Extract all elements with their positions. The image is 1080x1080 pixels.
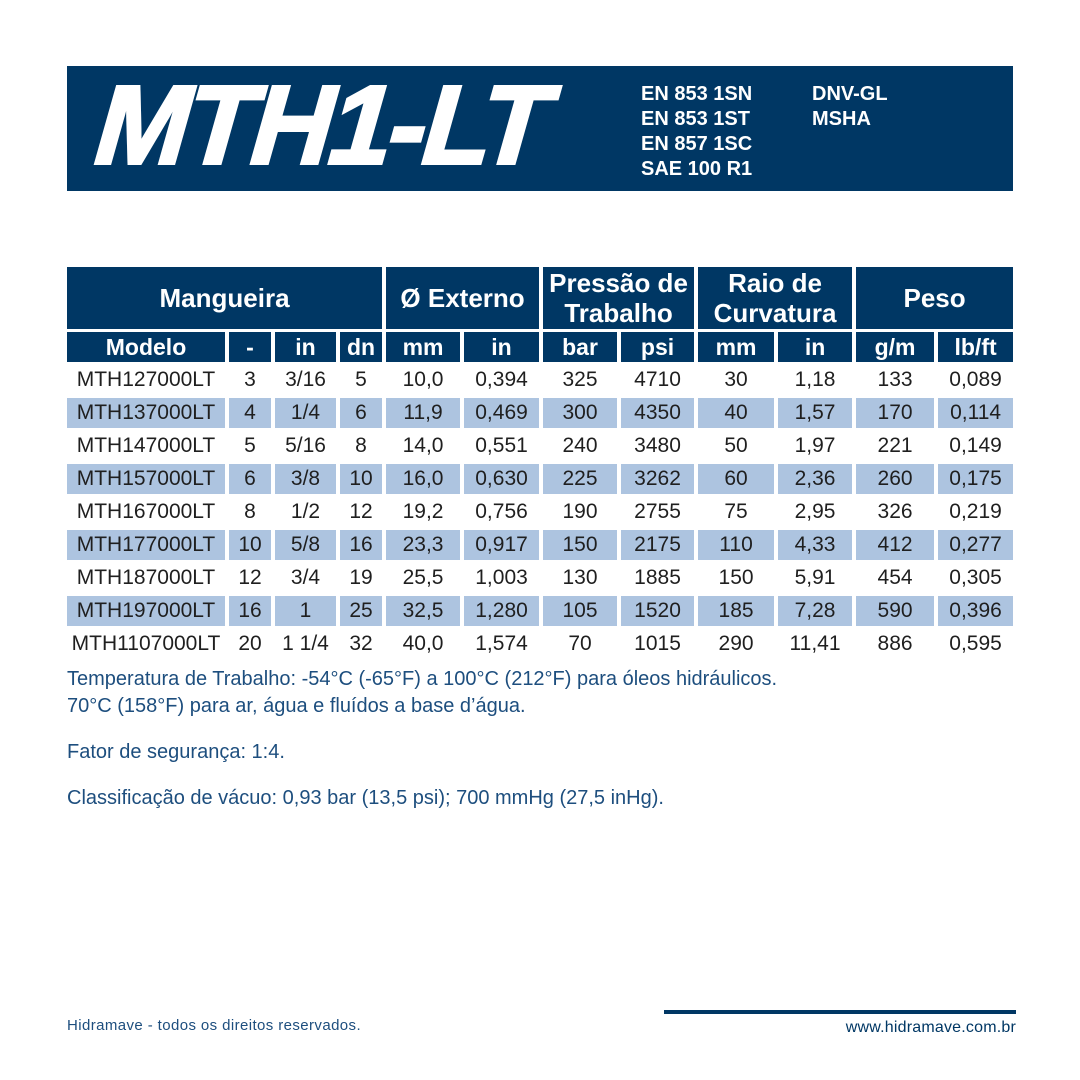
table-cell: 0,551 — [464, 431, 539, 461]
table-row — [67, 563, 1013, 593]
table-cell: 11,41 — [778, 629, 852, 659]
table-cell: 2,95 — [778, 497, 852, 527]
standard-item: EN 857 1SC — [641, 133, 753, 155]
table-cell: 1 — [275, 596, 336, 626]
note-temperature — [67, 666, 987, 720]
table-cell: 60 — [698, 464, 774, 494]
table-cell: 185 — [698, 596, 774, 626]
table-cell: 5/16 — [275, 431, 336, 461]
table-group-header: Peso — [856, 267, 1013, 329]
table-cell: 1,574 — [464, 629, 539, 659]
table-column-header: lb/ft — [938, 332, 1013, 362]
table-cell: 5/8 — [275, 530, 336, 560]
table-cell: 133 — [856, 365, 934, 395]
table-cell: 0,277 — [938, 530, 1013, 560]
table-cell: 0,305 — [938, 563, 1013, 593]
table-row — [67, 530, 1013, 560]
table-cell: 4350 — [621, 398, 694, 428]
table-cell: 4710 — [621, 365, 694, 395]
table-cell: 10,0 — [386, 365, 460, 395]
model-cell: MTH187000LT — [67, 563, 225, 593]
table-cell: 19,2 — [386, 497, 460, 527]
standard-item: MSHA — [812, 108, 871, 130]
table-cell: 4 — [229, 398, 271, 428]
table-row — [67, 629, 1013, 659]
table-cell: 0,149 — [938, 431, 1013, 461]
table-cell: 3 — [229, 365, 271, 395]
table-cell: 0,114 — [938, 398, 1013, 428]
table-row — [67, 398, 1013, 428]
table-cell: 1,003 — [464, 563, 539, 593]
table-cell: 6 — [340, 398, 382, 428]
table-cell: 3/4 — [275, 563, 336, 593]
table-group-header: Ø Externo — [386, 267, 539, 329]
table-cell: 3262 — [621, 464, 694, 494]
table-cell: 1 1/4 — [275, 629, 336, 659]
table-cell: 0,394 — [464, 365, 539, 395]
table-cell: 5 — [229, 431, 271, 461]
table-cell: 1,97 — [778, 431, 852, 461]
table-cell: 1,18 — [778, 365, 852, 395]
standard-item: SAE 100 R1 — [641, 158, 753, 180]
table-cell: 2175 — [621, 530, 694, 560]
table-group-header: Pressão de Trabalho — [543, 267, 694, 329]
table-cell: 20 — [229, 629, 271, 659]
table-cell: 190 — [543, 497, 617, 527]
table-cell: 1,280 — [464, 596, 539, 626]
table-cell: 0,630 — [464, 464, 539, 494]
table-column-header: in — [778, 332, 852, 362]
table-cell: 0,756 — [464, 497, 539, 527]
table-cell: 260 — [856, 464, 934, 494]
table-cell: 4,33 — [778, 530, 852, 560]
table-cell: 300 — [543, 398, 617, 428]
model-cell: MTH167000LT — [67, 497, 225, 527]
table-cell: 105 — [543, 596, 617, 626]
table-cell: 23,3 — [386, 530, 460, 560]
model-cell: MTH177000LT — [67, 530, 225, 560]
table-column-header: mm — [386, 332, 460, 362]
table-cell: 110 — [698, 530, 774, 560]
table-group-header: Raio de Curvatura — [698, 267, 852, 329]
model-cell: MTH197000LT — [67, 596, 225, 626]
note-safety-factor: Fator de segurança: 1:4. — [67, 741, 285, 763]
standards-list-right — [812, 82, 888, 132]
table-column-header: g/m — [856, 332, 934, 362]
spec-table-head — [67, 267, 1013, 362]
note-temperature-line1: Temperatura de Trabalho: -54°C (-65°F) a 100°C (212°F) para óleos hidráulicos. — [67, 668, 778, 690]
table-cell: 1/2 — [275, 497, 336, 527]
model-cell: MTH157000LT — [67, 464, 225, 494]
table-cell: 0,089 — [938, 365, 1013, 395]
table-row — [67, 431, 1013, 461]
table-column-header: mm — [698, 332, 774, 362]
table-cell: 2755 — [621, 497, 694, 527]
column-header-row — [67, 332, 1013, 362]
table-cell: 454 — [856, 563, 934, 593]
notes-section — [67, 666, 987, 812]
table-cell: 3/8 — [275, 464, 336, 494]
table-cell: 25 — [340, 596, 382, 626]
table-cell: 16,0 — [386, 464, 460, 494]
table-cell: 70 — [543, 629, 617, 659]
standard-item: DNV-GL — [812, 83, 888, 105]
table-column-header: dn — [340, 332, 382, 362]
website-url: www.hidramave.com.br — [845, 1019, 1016, 1036]
table-cell: 1885 — [621, 563, 694, 593]
table-cell: 12 — [229, 563, 271, 593]
table-cell: 19 — [340, 563, 382, 593]
table-cell: 3/16 — [275, 365, 336, 395]
table-cell: 170 — [856, 398, 934, 428]
table-cell: 0,469 — [464, 398, 539, 428]
standards-list-left — [641, 82, 752, 182]
table-cell: 5 — [340, 365, 382, 395]
table-cell: 6 — [229, 464, 271, 494]
table-cell: 2,36 — [778, 464, 852, 494]
table-cell: 5,91 — [778, 563, 852, 593]
table-row — [67, 464, 1013, 494]
table-cell: 40,0 — [386, 629, 460, 659]
table-cell: 326 — [856, 497, 934, 527]
table-cell: 14,0 — [386, 431, 460, 461]
note-vacuum-rating: Classificação de vácuo: 0,93 bar (13,5 psi); 700 mmHg (27,5 inHg). — [67, 787, 664, 809]
footer-divider — [664, 1010, 1016, 1014]
table-cell: 3480 — [621, 431, 694, 461]
table-cell: 412 — [856, 530, 934, 560]
table-cell: 0,219 — [938, 497, 1013, 527]
table-cell: 32,5 — [386, 596, 460, 626]
note-temperature-line2: 70°C (158°F) para ar, água e fluídos a base d’água. — [67, 695, 526, 717]
table-row — [67, 365, 1013, 395]
product-header-band — [67, 62, 1013, 191]
table-cell: 1520 — [621, 596, 694, 626]
table-column-header: in — [275, 332, 336, 362]
table-cell: 30 — [698, 365, 774, 395]
product-title: MTH1-LT — [91, 62, 553, 188]
table-cell: 150 — [543, 530, 617, 560]
group-header-row — [67, 267, 1013, 329]
model-cell: MTH1107000LT — [67, 629, 225, 659]
spec-table-body — [67, 365, 1013, 659]
model-cell: MTH137000LT — [67, 398, 225, 428]
table-cell: 1/4 — [275, 398, 336, 428]
table-cell: 1,57 — [778, 398, 852, 428]
table-column-header: psi — [621, 332, 694, 362]
table-cell: 12 — [340, 497, 382, 527]
table-cell: 75 — [698, 497, 774, 527]
table-cell: 290 — [698, 629, 774, 659]
table-row — [67, 596, 1013, 626]
table-cell: 16 — [229, 596, 271, 626]
table-column-header: Modelo — [67, 332, 225, 362]
table-cell: 40 — [698, 398, 774, 428]
model-cell: MTH127000LT — [67, 365, 225, 395]
table-cell: 11,9 — [386, 398, 460, 428]
table-cell: 10 — [229, 530, 271, 560]
table-cell: 221 — [856, 431, 934, 461]
standard-item: EN 853 1ST — [641, 108, 750, 130]
table-cell: 0,175 — [938, 464, 1013, 494]
table-row — [67, 497, 1013, 527]
table-cell: 10 — [340, 464, 382, 494]
table-column-header: bar — [543, 332, 617, 362]
model-cell: MTH147000LT — [67, 431, 225, 461]
table-cell: 590 — [856, 596, 934, 626]
table-column-header: - — [229, 332, 271, 362]
table-cell: 7,28 — [778, 596, 852, 626]
table-column-header: in — [464, 332, 539, 362]
table-cell: 886 — [856, 629, 934, 659]
spec-table — [63, 264, 1017, 662]
table-cell: 8 — [229, 497, 271, 527]
table-cell: 8 — [340, 431, 382, 461]
standard-item: EN 853 1SN — [641, 83, 753, 105]
table-cell: 150 — [698, 563, 774, 593]
table-cell: 16 — [340, 530, 382, 560]
table-cell: 325 — [543, 365, 617, 395]
table-cell: 0,595 — [938, 629, 1013, 659]
table-cell: 1015 — [621, 629, 694, 659]
table-group-header: Mangueira — [67, 267, 382, 329]
table-cell: 50 — [698, 431, 774, 461]
footer-right-block — [664, 1010, 1016, 1037]
copyright-text: Hidramave - todos os direitos reservados. — [67, 1017, 362, 1034]
table-cell: 240 — [543, 431, 617, 461]
table-cell: 225 — [543, 464, 617, 494]
table-cell: 130 — [543, 563, 617, 593]
table-cell: 32 — [340, 629, 382, 659]
table-cell: 25,5 — [386, 563, 460, 593]
table-cell: 0,396 — [938, 596, 1013, 626]
table-cell: 0,917 — [464, 530, 539, 560]
